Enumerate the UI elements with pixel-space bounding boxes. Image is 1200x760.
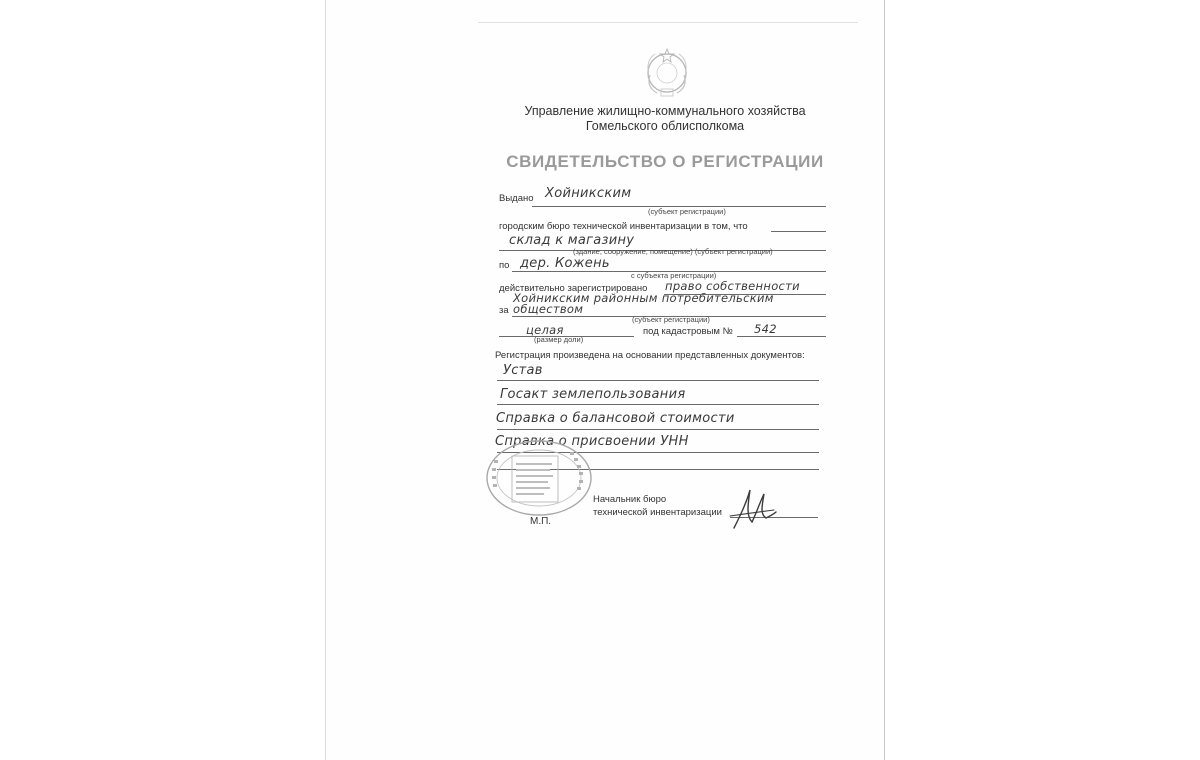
organization-line-1: Управление жилищно-коммунального хозяйства	[524, 104, 806, 118]
caption-address: с субъекта регистрации)	[631, 271, 717, 280]
caption-owner: (субъект регистрации)	[632, 315, 710, 324]
caption-share: (размер доли)	[534, 335, 584, 344]
address-value: дер. Кожень	[520, 256, 610, 271]
for-label: за	[499, 305, 509, 316]
head-title-line-1: Начальник бюро	[593, 494, 667, 505]
caption-subject-1: (субъект регистрации)	[648, 207, 726, 216]
official-stamp	[484, 438, 594, 518]
organization-line-2: Гомельского облисполкома	[585, 119, 745, 133]
basis-text: Регистрация произведена на основании представленных документов:	[495, 350, 805, 361]
top-rule	[478, 22, 858, 23]
cadastral-label: под кадастровым №	[643, 326, 733, 337]
caption-object: (здание, сооружение, помещение) (субъект регистрации)	[573, 247, 773, 256]
stamp-place-label: М.П.	[530, 516, 552, 527]
document-line	[497, 429, 819, 430]
address-label: по	[499, 260, 510, 271]
document-item: Справка о присвоении УНН	[495, 434, 689, 449]
cadastral-value: 542	[754, 322, 777, 336]
document-line	[497, 404, 819, 405]
document-item: Устав	[503, 363, 543, 378]
issued-label: Выдано	[499, 193, 534, 204]
registered-label: действительно зарегистрировано	[499, 283, 648, 294]
document-item: Госакт землепользования	[500, 387, 686, 402]
document-item: Справка о балансовой стоимости	[496, 411, 735, 426]
cadastral-line	[737, 336, 826, 337]
head-title-line-2: технической инвентаризации	[593, 507, 722, 518]
right-value: право собственности	[665, 279, 800, 293]
issued-value: Хойникским	[545, 186, 632, 201]
right-line	[664, 294, 826, 295]
certificate-title: СВИДЕТЕЛЬСТВО О РЕГИСТРАЦИИ	[506, 152, 824, 171]
object-value: склад к магазину	[509, 233, 635, 248]
state-emblem-icon	[641, 45, 693, 99]
bureau-line	[771, 231, 826, 232]
bureau-text: городским бюро технической инвентаризации в том, что	[499, 221, 748, 232]
signature	[726, 486, 778, 532]
owner-value-2: обществом	[513, 302, 584, 316]
share-value: целая	[526, 323, 564, 337]
document-line	[497, 380, 819, 381]
owner-value: Хойникским районным потребительским	[513, 291, 774, 305]
